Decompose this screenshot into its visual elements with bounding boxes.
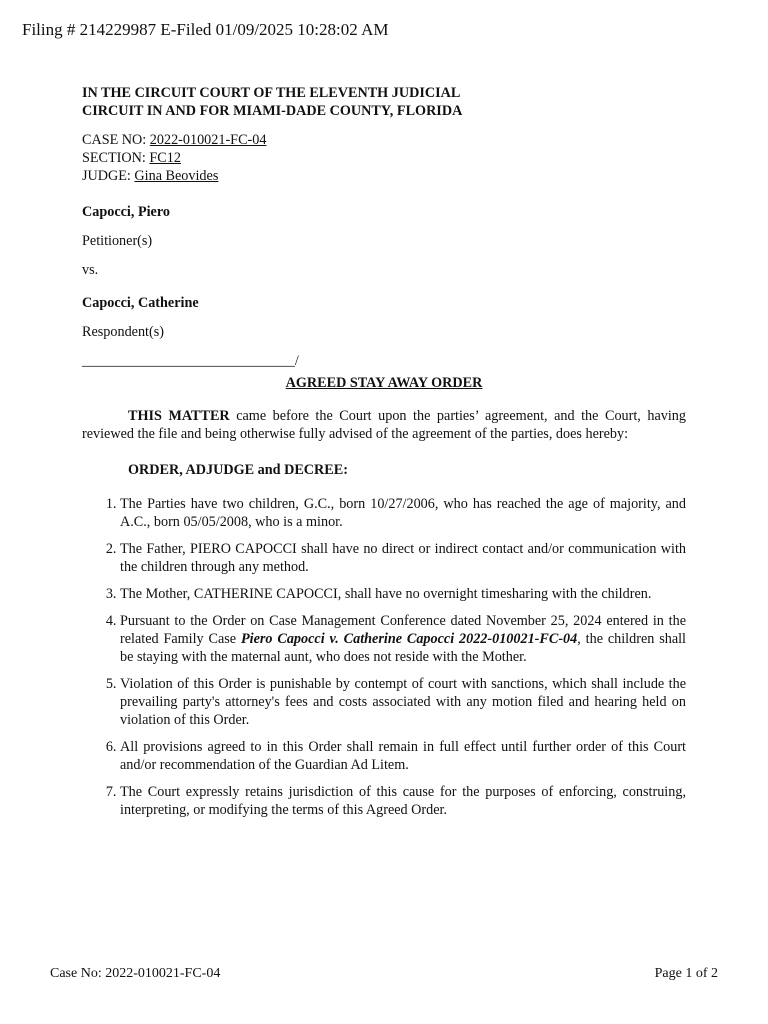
order-item-4-pre: Pursuant to the Order on Case Management Conference dated November 25, 2024 entered in the related Family Case	[120, 613, 686, 647]
court-heading	[82, 84, 686, 120]
order-item-3: 3. The Mother, CATHERINE CAPOCCI, shall have no overnight timesharing with the children.	[120, 585, 686, 603]
case-number	[82, 131, 686, 149]
section-value: FC12	[149, 150, 181, 166]
petitioner-name: Capocci, Piero	[82, 204, 170, 220]
petitioner-role: Petitioner(s)	[82, 233, 153, 249]
order-item-6: 6. All provisions agreed to in this Order shall remain in full effect until further order of this Court and/or recommendation of the Guardian Ad Litem.	[120, 738, 686, 774]
intro-paragraph	[82, 407, 686, 443]
order-item-2: 2. The Father, PIERO CAPOCCI shall have no direct or indirect contact and/or communication with the children through any method.	[120, 540, 686, 576]
section-label: SECTION:	[82, 150, 150, 166]
intro-text: came before the Court upon the parties’ agreement, and the Court, having reviewed the file and being otherwise fully advised of the agreement of the parties, does hereby:	[82, 408, 686, 442]
respondent-role: Respondent(s)	[82, 324, 164, 340]
case-info	[82, 131, 686, 185]
related-case-citation: Piero Capocci v. Catherine Capocci 2022-010021-FC-04	[240, 631, 578, 647]
decree-heading: ORDER, ADJUDGE and DECREE:	[128, 462, 348, 478]
court-line-1: IN THE CIRCUIT COURT OF THE ELEVENTH JUDICIAL	[82, 85, 461, 101]
case-number-label: CASE NO:	[82, 132, 150, 148]
case-section	[82, 149, 686, 167]
order-item-5: 5. Violation of this Order is punishable by contempt of court with sanctions, which shall include the prevailing party's attorney's fees and costs associated with any motion filed and hearing held on violation of this Order.	[120, 675, 686, 729]
order-item-4-post: , the children shall be staying with the maternal aunt, who does not reside with the Mother.	[120, 631, 686, 665]
document-title: AGREED STAY AWAY ORDER	[285, 375, 483, 391]
footer-page-number: Page 1 of 2	[654, 966, 718, 981]
order-list	[82, 495, 686, 819]
case-number-value: 2022-010021-FC-04	[149, 132, 267, 148]
versus: vs.	[82, 262, 99, 278]
signature-line: ______________________________/	[82, 353, 299, 369]
case-judge	[82, 167, 686, 185]
document-body	[82, 84, 686, 828]
filing-stamp: Filing # 214229987 E-Filed 01/09/2025 10:28:02 AM	[22, 20, 389, 39]
order-item-4	[120, 612, 686, 666]
court-line-2: CIRCUIT IN AND FOR MIAMI-DADE COUNTY, FLORIDA	[82, 103, 463, 119]
order-item-1: 1. The Parties have two children, G.C., born 10/27/2006, who has reached the age of majority, and A.C., born 05/05/2008, who is a minor.	[120, 495, 686, 531]
judge-value: Gina Beovides	[134, 168, 219, 184]
intro-bold: THIS MATTER	[128, 408, 230, 424]
footer-case-number: Case No: 2022-010021-FC-04	[50, 966, 221, 981]
order-item-7: 7. The Court expressly retains jurisdiction of this cause for the purposes of enforcing, construing, interpreting, or modifying the terms of this Agreed Order.	[120, 783, 686, 819]
respondent-name: Capocci, Catherine	[82, 295, 199, 311]
judge-label: JUDGE:	[82, 168, 135, 184]
